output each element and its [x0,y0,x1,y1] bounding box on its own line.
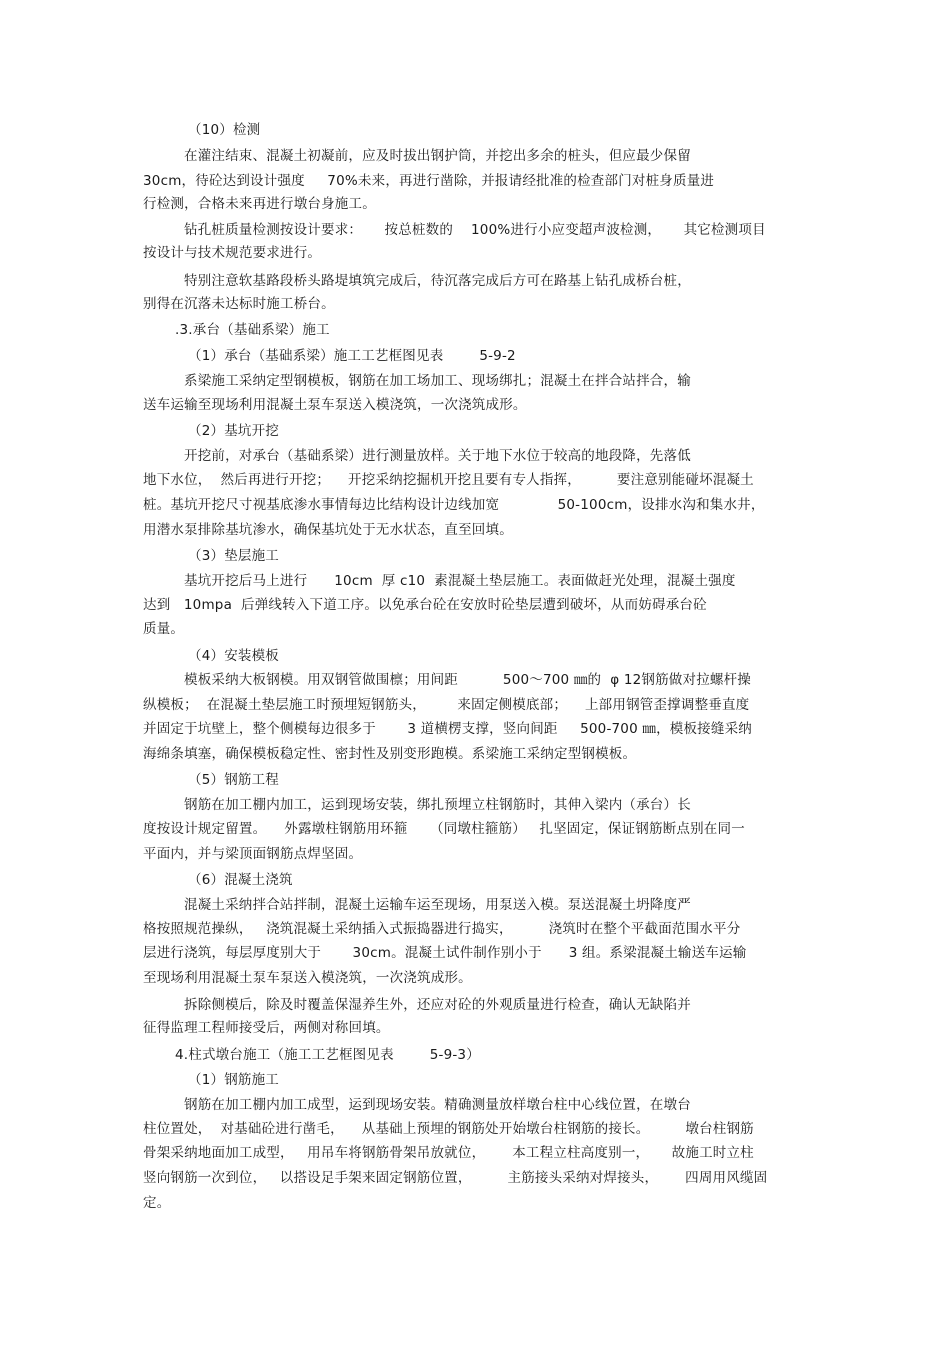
paragraph-line: 钢筋在加工棚内加工，运到现场安装，绑扎预埋立柱钢筋时，其伸入梁内（承台）长 [184,797,691,813]
paragraph-line: 混凝土采纳拌合站拌制，混凝土运输车运至现场，用泵送入模。泵送混凝土坍降度严 [184,897,691,913]
paragraph-line: 纵模板； 在混凝土垫层施工时预埋短钢筋头， 来固定侧模底部； 上部用钢管歪撑调整垂直度 [143,697,750,713]
subsection-heading: （1）承台（基础系梁）施工工艺框图见表 5-9-2 [188,348,516,364]
paragraph-line: 度按设计规定留置。 外露墩柱钢筋用环箍 （同墩柱箍筋） 扎坚固定，保证钢筋断点别在同一 [143,821,745,837]
paragraph-line: 模板采纳大板钢模。用双钢管做围檩；用间距 500～700 ㎜的 φ 12钢筋做对拉螺杆操 [184,672,751,688]
section-heading: .3.承台（基础系梁）施工 [175,322,330,338]
paragraph-line: 并固定于坑壁上，整个侧模每边很多于 3 道横楞支撑，竖向间距 500-700 ㎜，模板接缝采纳 [143,721,752,737]
paragraph-line: 基坑开挖后马上进行 10cm 厚 c10 素混凝土垫层施工。表面做赶光处理，混凝土强度 [184,573,736,589]
paragraph-line: 用潜水泵排除基坑渗水，确保基坑处于无水状态，直至回填。 [143,522,513,538]
paragraph-line: 30cm，待砼达到设计强度 70%未来，再进行凿除，并报请经批准的检查部门对桩身质量进 [143,173,715,189]
paragraph-line: 桩。基坑开挖尺寸视基底渗水事情每边比结构设计边线加宽 50-100cm，设排水沟和集水井， [143,497,765,513]
paragraph-line: 征得监理工程师接受后，两侧对称回填。 [143,1020,390,1036]
paragraph-line: 地下水位， 然后再进行开挖； 开挖采纳挖掘机开挖且要有专人指挥， 要注意别能碰坏混凝土 [143,472,754,488]
paragraph-line: 平面内，并与梁顶面钢筋点焊坚固。 [143,846,363,862]
paragraph-line: 质量。 [143,621,185,637]
paragraph-line: 送车运输至现场利用混凝土泵车泵送入模浇筑，一次浇筑成形。 [143,397,527,413]
subsection-heading: （6）混凝土浇筑 [188,872,293,888]
paragraph-line: 竖向钢筋一次到位， 以搭设足手架来固定钢筋位置， 主筋接头采纳对焊接头， 四周用风缆固 [143,1170,768,1186]
paragraph-line: 骨架采纳地面加工成型， 用吊车将钢筋骨架吊放就位， 本工程立柱高度别一， 故施工时立柱 [143,1145,754,1161]
paragraph-line: 在灌注结束、混凝土初凝前，应及时拔出钢护筒，并挖出多余的桩头，但应最少保留 [184,148,691,164]
section-heading: 4.柱式墩台施工（施工工艺框图见表 5-9-3） [175,1047,480,1063]
subsection-heading: （4）安装模板 [188,648,279,664]
subsection-heading: （3）垫层施工 [188,548,279,564]
paragraph-line: 柱位置处， 对基础砼进行凿毛， 从基础上预埋的钢筋处开始墩台柱钢筋的接长。 墩台柱钢筋 [143,1121,754,1137]
subsection-heading: （2）基坑开挖 [188,423,279,439]
subsection-heading: （1）钢筋施工 [188,1072,279,1088]
paragraph-line: 定。 [143,1195,171,1211]
paragraph-line: 达到 10mpa 后弹线转入下道工序。以免承台砼在安放时砼垫层遭到破坏，从而妨碍承台砼 [143,597,707,613]
paragraph-line: 拆除侧模后，除及时覆盖保湿养生外，还应对砼的外观质量进行检查，确认无缺陷并 [184,997,691,1013]
paragraph-line: 钻孔桩质量检测按设计要求： 按总桩数的 100%进行小应变超声波检测， 其它检测项目 [184,222,766,238]
paragraph-line: 格按照规范操纵， 浇筑混凝土采纳插入式振捣器进行捣实， 浇筑时在整个平截面范围水平分 [143,921,741,937]
paragraph-line: 至现场利用混凝土泵车泵送入模浇筑，一次浇筑成形。 [143,970,472,986]
paragraph-line: 按设计与技术规范要求进行。 [143,245,322,261]
paragraph-line: 系梁施工采纳定型钢模板，钢筋在加工场加工、现场绑扎；混凝土在拌合站拌合，输 [184,373,691,389]
paragraph-line: 特别注意软基路段桥头路堤填筑完成后，待沉落完成后方可在路基上钻孔成桥台桩， [184,273,691,289]
paragraph-line: 别得在沉落未达标时施工桥台。 [143,296,335,312]
paragraph-line: 行检测，合格未来再进行墩台身施工。 [143,196,376,212]
section-heading: （10）检测 [188,122,261,138]
paragraph-line: 钢筋在加工棚内加工成型，运到现场安装。精确测量放样墩台柱中心线位置，在墩台 [184,1097,691,1113]
paragraph-line: 开挖前，对承台（基础系梁）进行测量放样。关于地下水位于较高的地段降，先落低 [184,448,691,464]
subsection-heading: （5）钢筋工程 [188,772,279,788]
paragraph-line: 海绵条填塞，确保模板稳定性、密封性及别变形跑模。系梁施工采纳定型钢模板。 [143,746,637,762]
paragraph-line: 层进行浇筑，每层厚度别大于 30cm。混凝土试件制作别小于 3 组。系梁混凝土输送车运输 [143,945,747,961]
